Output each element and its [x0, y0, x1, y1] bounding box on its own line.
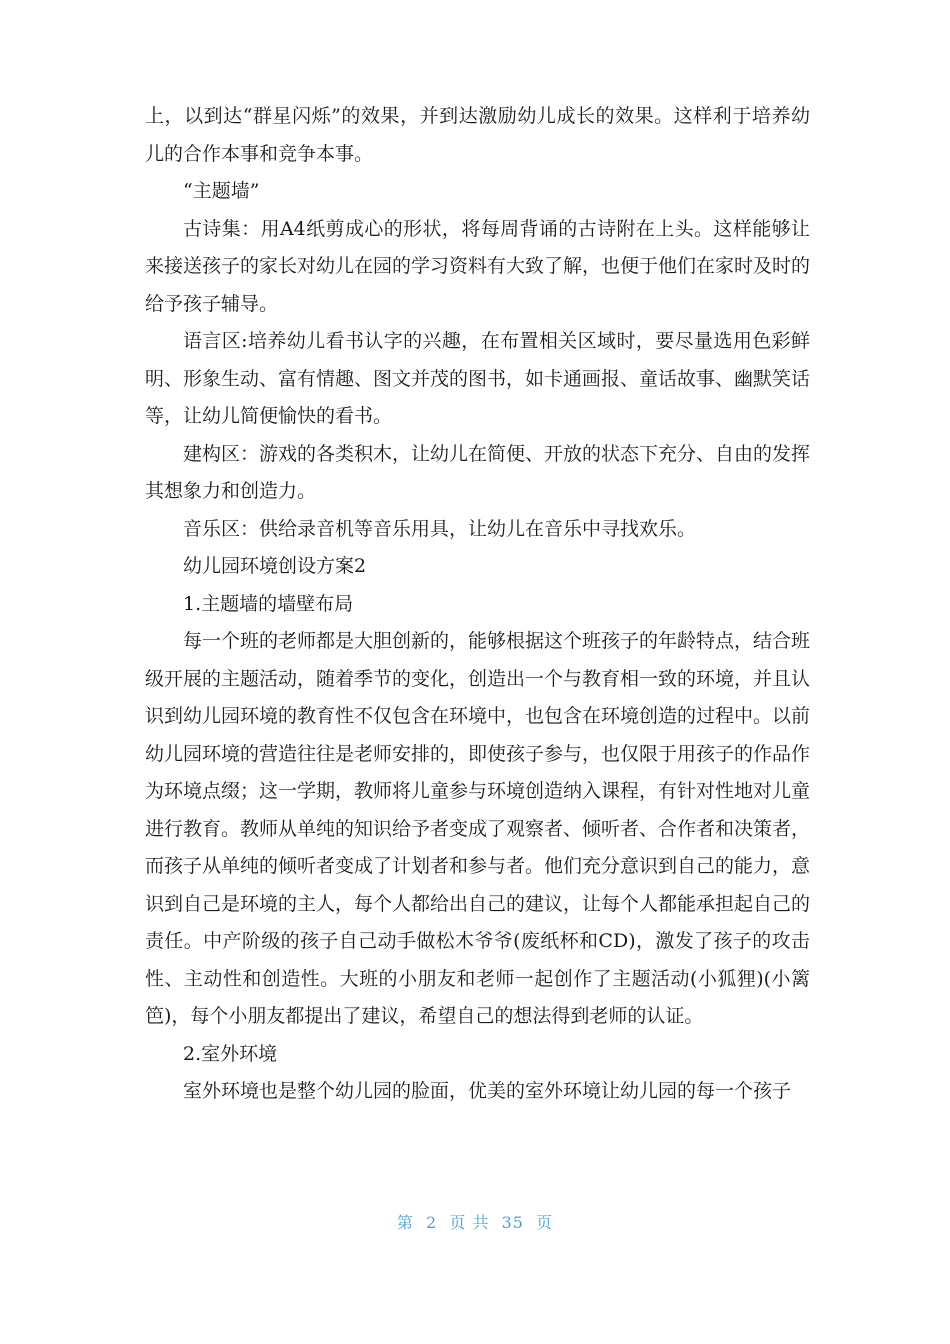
paragraph: 每一个班的老师都是大胆创新的，能够根据这个班孩子的年龄特点，结合班级开展的主题活动，随着季节的变化，创造出一个与教育相一致的环境，并且认识到幼儿园环境的教育性不仅包含在环境中，也包含在环境创造的过程中。以前幼儿园环境的营造往往是老师安排的，即使孩子参与，也仅限于用孩子的作品作为环境点缀；这一学期，教师将儿童参与环境创造纳入课程，有针对性地对儿童进行教育。教师从单纯的知识给予者变成了观察者、倾听者、合作者和决策者，而孩子从单纯的倾听者变成了计划者和参与者。他们充分意识到自己的能力，意识到自己是环境的主人，每个人都给出自己的建议，让每个人都能承担起自己的责任。中产阶级的孩子自己动手做松木爷爷(废纸杯和CD)，激发了孩子的攻击性、主动性和创造性。大班的小朋友和老师一起创作了主题活动(小狐狸)(小篱笆)，每个小朋友都提出了建议，希望自己的想法得到老师的认证。	[145, 630, 811, 1027]
section-heading: 幼儿园环境创设方案2	[183, 555, 367, 577]
paragraph: 建构区：游戏的各类积木，让幼儿在简便、开放的状态下充分、自由的发挥其想象力和创造力。	[145, 442, 811, 502]
paragraph: 上，以到达“群星闪烁”的效果，并到达激励幼儿成长的效果。这样利于培养幼儿的合作本事和竞争本事。	[145, 105, 810, 165]
section-heading: 2.室外环境	[183, 1042, 278, 1065]
page-number-footer: 第 2 页 共 35 页	[396, 1213, 554, 1232]
section-heading: 1.主题墙的墙壁布局	[183, 592, 354, 615]
paragraph: “主题墙”	[183, 180, 260, 202]
paragraph: 音乐区：供给录音机等音乐用具，让幼儿在音乐中寻找欢乐。	[183, 517, 697, 540]
paragraph: 古诗集：用A4纸剪成心的形状，将每周背诵的古诗附在上头。这样能够让来接送孩子的家长对幼儿在园的学习资料有大致了解，也便于他们在家时及时的给予孩子辅导。	[145, 217, 811, 315]
page-content	[145, 98, 810, 1111]
paragraph: 语言区:培养幼儿看书认字的兴趣，在布置相关区域时，要尽量选用色彩鲜明、形象生动、富有情趣、图文并茂的图书，如卡通画报、童话故事、幽默笑话等，让幼儿简便愉快的看书。	[145, 330, 811, 427]
paragraph: 室外环境也是整个幼儿园的脸面，优美的室外环境让幼儿园的每一个孩子	[183, 1080, 792, 1102]
